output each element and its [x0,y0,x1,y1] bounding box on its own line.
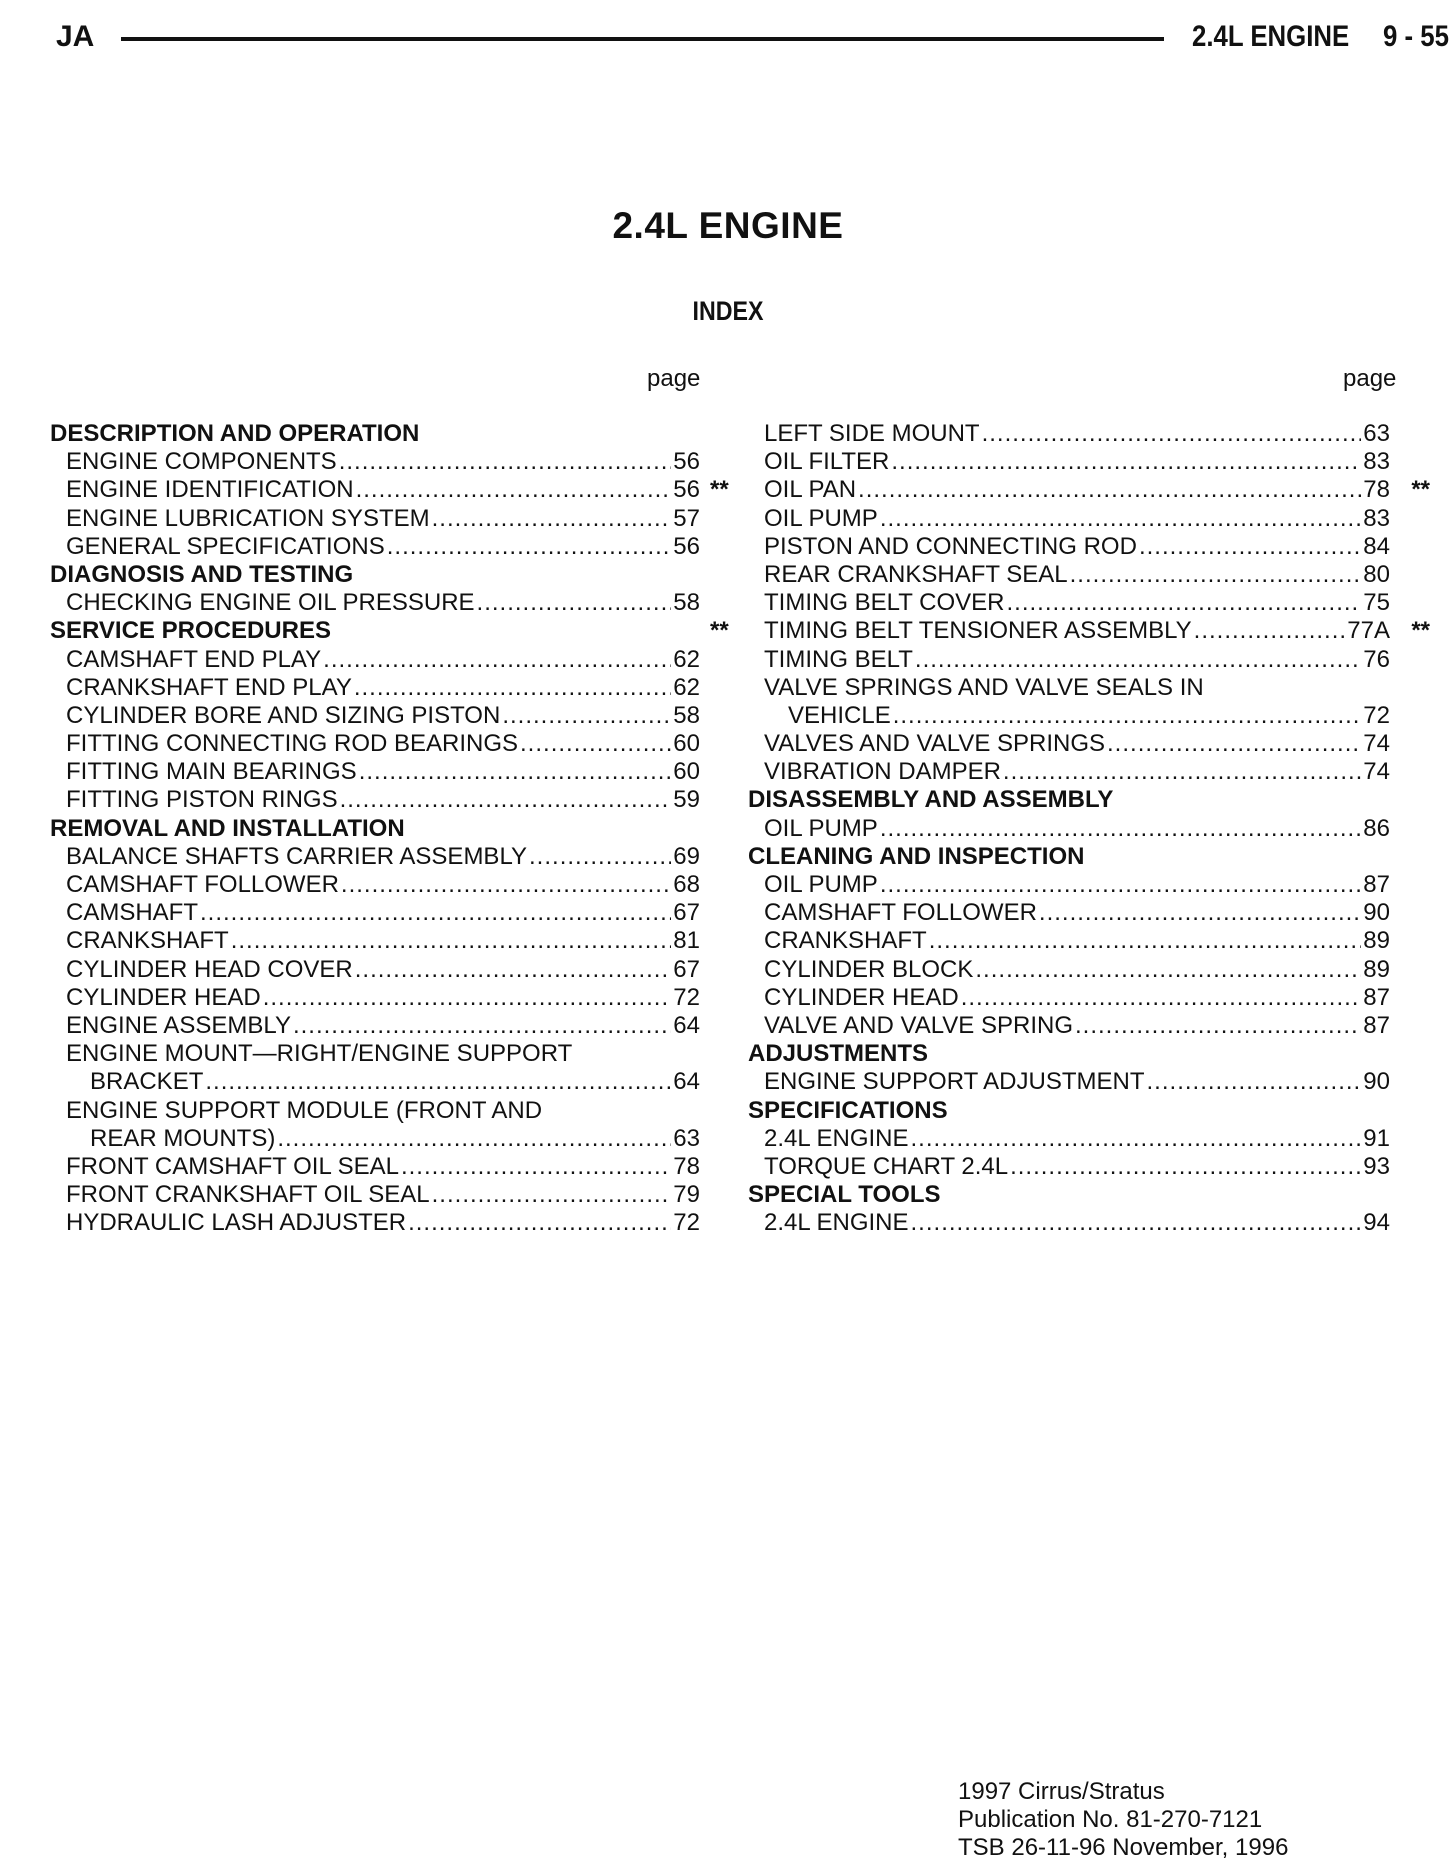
index-section-heading [748,1181,1390,1209]
entry-label: REAR CRANKSHAFT SEAL [764,560,1068,588]
publication-footer [958,1778,1288,1862]
entry-label: FRONT CRANKSHAFT OIL SEAL [66,1181,430,1209]
dot-leader [277,1125,671,1153]
entry-page-number: 60 [673,758,700,786]
dot-leader [1147,1068,1362,1096]
entry-page-number: 69 [673,842,700,870]
dot-leader [477,589,672,617]
index-entry [748,1012,1390,1040]
entry-label: CAMSHAFT END PLAY [66,645,322,673]
entry-label: CRANKSHAFT [764,927,927,955]
entry-page-number: 75 [1363,589,1390,617]
entry-label: ENGINE IDENTIFICATION [66,476,354,504]
section-heading-label: ADJUSTMENTS [748,1040,929,1068]
entry-label: OIL FILTER [764,448,890,476]
page-title: 2.4L ENGINE [612,205,844,246]
footer-tsb: TSB 26-11-96 November, 1996 [958,1834,1289,1861]
entry-label: ENGINE LUBRICATION SYSTEM [66,504,430,532]
entry-page-number: 67 [673,899,700,927]
index-entry [748,505,1390,533]
dot-leader [359,758,672,786]
index-entry [50,1097,700,1125]
index-entry [50,1068,700,1096]
entry-page-number: 89 [1363,955,1390,983]
index-entry [50,927,700,955]
index-entry [50,786,700,814]
index-entry [748,448,1390,476]
dot-leader [432,1181,672,1209]
index-section-heading [748,1040,1390,1068]
index-entry [748,1153,1390,1181]
dot-leader [891,448,1361,476]
index-entry [50,758,700,786]
index-entry [748,1209,1390,1237]
index-section-heading [50,815,700,843]
entry-page-number: 57 [673,504,700,532]
index-section-heading [748,786,1390,814]
index-entry [748,899,1390,927]
entry-label: TORQUE CHART 2.4L [764,1152,1009,1180]
dot-leader [387,533,672,561]
entry-label: CYLINDER HEAD [66,983,261,1011]
index-entry [748,956,1390,984]
index-entry [748,533,1390,561]
entry-label: ENGINE MOUNT—RIGHT/ENGINE SUPPORT [66,1040,573,1068]
entry-page-number: 93 [1363,1152,1390,1180]
entry-page-number: 83 [1363,448,1390,476]
entry-page-number: 62 [673,673,700,701]
index-entry [748,815,1390,843]
entry-label: 2.4L ENGINE [764,1209,909,1237]
dot-leader [975,956,1361,984]
entry-page-number: 67 [673,955,700,983]
index-entry [50,843,700,871]
index-section-heading [748,1097,1390,1125]
entry-label: CHECKING ENGINE OIL PRESSURE [66,589,475,617]
dot-leader [263,984,672,1012]
entry-page-number: 74 [1363,758,1390,786]
index-entry [748,871,1390,899]
index-entry [748,702,1390,730]
entry-page-number: 81 [673,927,700,955]
index-entry [748,1068,1390,1096]
dot-leader [356,476,672,504]
revision-marker: ** [710,476,729,504]
section-heading-label: SERVICE PROCEDURES [50,617,331,645]
dot-leader [293,1012,671,1040]
entry-label: CAMSHAFT [66,899,198,927]
dot-leader [355,956,672,984]
entry-label: CYLINDER BORE AND SIZING PISTON [66,701,501,729]
entry-label: ENGINE COMPONENTS [66,448,337,476]
entry-label: VALVE AND VALVE SPRING [764,1011,1073,1039]
index-entry [748,984,1390,1012]
index-entry [748,730,1390,758]
dot-leader [401,1153,671,1181]
dot-leader [880,871,1361,899]
index-entry [50,448,700,476]
dot-leader [982,420,1362,448]
entry-page-number: 84 [1363,532,1390,560]
entry-label: CYLINDER HEAD COVER [66,955,353,983]
index-entry [50,702,700,730]
right-column-page-label: page [1343,365,1397,392]
index-entry [748,758,1390,786]
index-entry [50,1181,700,1209]
section-heading-label: REMOVAL AND INSTALLATION [50,814,405,842]
entry-label: CYLINDER HEAD [764,983,959,1011]
entry-label: CAMSHAFT FOLLOWER [66,871,339,898]
entry-page-number: 80 [1363,560,1390,588]
entry-page-number: 86 [1363,814,1390,842]
dot-leader [1006,589,1361,617]
index-entry [748,561,1390,589]
dot-leader [880,505,1361,533]
index-entry [50,1153,700,1181]
dot-leader [929,927,1362,955]
entry-label: VALVES AND VALVE SPRINGS [764,730,1106,758]
revision-marker: ** [710,617,729,645]
dot-leader [1070,561,1362,589]
entry-label: ENGINE SUPPORT MODULE (FRONT AND [66,1096,543,1124]
entry-label: OIL PUMP [764,871,878,898]
index-entry [50,984,700,1012]
index-entry [748,1125,1390,1153]
footer-model: 1997 Cirrus/Stratus [958,1778,1165,1805]
section-heading-label: SPECIAL TOOLS [748,1181,941,1209]
index-entry [748,589,1390,617]
entry-page-number: 90 [1363,899,1390,927]
entry-label: BRACKET [90,1068,204,1096]
index-entry [50,1012,700,1040]
revision-marker: ** [1411,617,1430,645]
entry-page-number: 87 [1363,983,1390,1011]
running-header [56,18,1449,60]
entry-page-number: 59 [673,786,700,814]
entry-label: REAR MOUNTS) [90,1124,276,1152]
entry-page-number: 56 [673,476,700,504]
entry-page-number: 83 [1363,504,1390,532]
entry-page-number: 60 [673,730,700,758]
header-section-title: 2.4L ENGINE [1192,20,1350,53]
index-entry [50,956,700,984]
dot-leader [1075,1012,1361,1040]
entry-label: TIMING BELT COVER [764,589,1005,617]
dot-leader [502,702,671,730]
index-entry [748,927,1390,955]
dot-leader [911,1209,1362,1237]
entry-label: OIL PUMP [764,814,878,842]
footer-publication-number: Publication No. 81-270-7121 [958,1806,1263,1833]
entry-page-number: 76 [1363,645,1390,673]
entry-page-number: 77A [1347,617,1390,645]
section-heading-label: DIAGNOSIS AND TESTING [50,560,354,588]
dot-leader [1107,730,1361,758]
header-rule [121,37,1164,41]
index-entry [50,505,700,533]
entry-label: CYLINDER BLOCK [764,955,974,983]
entry-label: FRONT CAMSHAFT OIL SEAL [66,1152,399,1180]
index-entry [710,476,1430,504]
index-section-heading [50,561,700,589]
dot-leader [1010,1153,1361,1181]
dot-leader [200,899,671,927]
entry-page-number: 64 [673,1068,700,1096]
dot-leader [915,646,1361,674]
dot-leader [1139,533,1361,561]
dot-leader [340,786,672,814]
entry-page-number: 78 [673,1152,700,1180]
entry-label: VALVE SPRINGS AND VALVE SEALS IN [764,673,1204,701]
dot-leader [858,476,1361,504]
section-heading-label: CLEANING AND INSPECTION [748,842,1085,870]
entry-label: VIBRATION DAMPER [764,758,1001,786]
entry-page-number: 56 [673,448,700,476]
entry-label: TIMING BELT [764,645,913,673]
section-heading-label: DESCRIPTION AND OPERATION [50,420,420,447]
index-entry [50,476,700,504]
entry-label: OIL PAN [764,476,857,504]
entry-page-number: 56 [673,532,700,560]
entry-label: TIMING BELT TENSIONER ASSEMBLY [764,617,1192,645]
dot-leader [341,871,671,899]
index-entry [50,1209,700,1237]
entry-page-number: 64 [673,1011,700,1039]
dot-leader [911,1125,1362,1153]
entry-page-number: 62 [673,645,700,673]
entry-label: FITTING MAIN BEARINGS [66,758,357,786]
entry-label: ENGINE ASSEMBLY [66,1011,291,1039]
header-page-number: 9 - 55 [1383,20,1449,53]
dot-leader [323,646,671,674]
dot-leader [205,1068,671,1096]
revision-marker: ** [1411,476,1430,504]
section-heading-label: SPECIFICATIONS [748,1096,948,1124]
entry-page-number: 87 [1363,1011,1390,1039]
index-entry [50,871,700,899]
dot-leader [1194,617,1346,645]
entry-label: CRANKSHAFT END PLAY [66,673,352,701]
entry-page-number: 74 [1363,730,1390,758]
index-entry [50,646,700,674]
index-entry [710,617,1430,645]
index-entry [748,646,1390,674]
index-heading: INDEX [692,296,764,326]
entry-label: ENGINE SUPPORT ADJUSTMENT [764,1068,1145,1096]
index-left-column [50,420,700,1237]
dot-leader [1039,899,1361,927]
dot-leader [880,815,1361,843]
entry-label: FITTING CONNECTING ROD BEARINGS [66,730,519,758]
entry-label: PISTON AND CONNECTING ROD [764,532,1137,560]
entry-page-number: 72 [673,983,700,1011]
index-entry [50,674,700,702]
index-entry [50,1040,700,1068]
entry-label: 2.4L ENGINE [764,1124,909,1152]
entry-page-number: 91 [1363,1124,1390,1152]
index-entry [748,420,1390,448]
entry-page-number: 87 [1363,871,1390,898]
index-entry [50,533,700,561]
dot-leader [339,448,672,476]
index-entry [50,899,700,927]
entry-page-number: 89 [1363,927,1390,955]
entry-page-number: 90 [1363,1068,1390,1096]
index-entry [50,730,700,758]
entry-label: HYDRAULIC LASH ADJUSTER [66,1209,407,1237]
left-column-page-label: page [647,365,701,392]
index-section-heading [50,420,700,448]
dot-leader [354,674,671,702]
entry-page-number: 63 [1363,420,1390,447]
dot-leader [520,730,671,758]
entry-page-number: 58 [673,589,700,617]
dot-leader [432,505,672,533]
index-entry [50,1125,700,1153]
entry-label: LEFT SIDE MOUNT [764,420,980,447]
entry-label: FITTING PISTON RINGS [66,786,338,814]
entry-page-number: 58 [673,701,700,729]
entry-label: OIL PUMP [764,504,878,532]
dot-leader [529,843,671,871]
dot-leader [893,702,1362,730]
entry-page-number: 78 [1363,476,1390,504]
entry-page-number: 63 [673,1124,700,1152]
index-entry [50,589,700,617]
entry-page-number: 94 [1363,1209,1390,1237]
index-section-heading [748,843,1390,871]
entry-label: CRANKSHAFT [66,927,229,955]
dot-leader [231,927,672,955]
entry-page-number: 79 [673,1181,700,1209]
entry-page-number: 72 [1363,701,1390,729]
entry-label: GENERAL SPECIFICATIONS [66,532,385,560]
index-section-heading [50,617,700,645]
entry-page-number: 72 [673,1209,700,1237]
dot-leader [408,1209,671,1237]
entry-label: VEHICLE [788,701,891,729]
dot-leader [1003,758,1361,786]
index-right-column [710,420,1430,1237]
entry-page-number: 68 [673,871,700,898]
section-heading-label: DISASSEMBLY AND ASSEMBLY [748,786,1114,814]
header-vehicle-code: JA [56,20,95,53]
index-entry [748,674,1390,702]
entry-label: CAMSHAFT FOLLOWER [764,899,1037,927]
dot-leader [961,984,1362,1012]
entry-label: BALANCE SHAFTS CARRIER ASSEMBLY [66,842,528,870]
